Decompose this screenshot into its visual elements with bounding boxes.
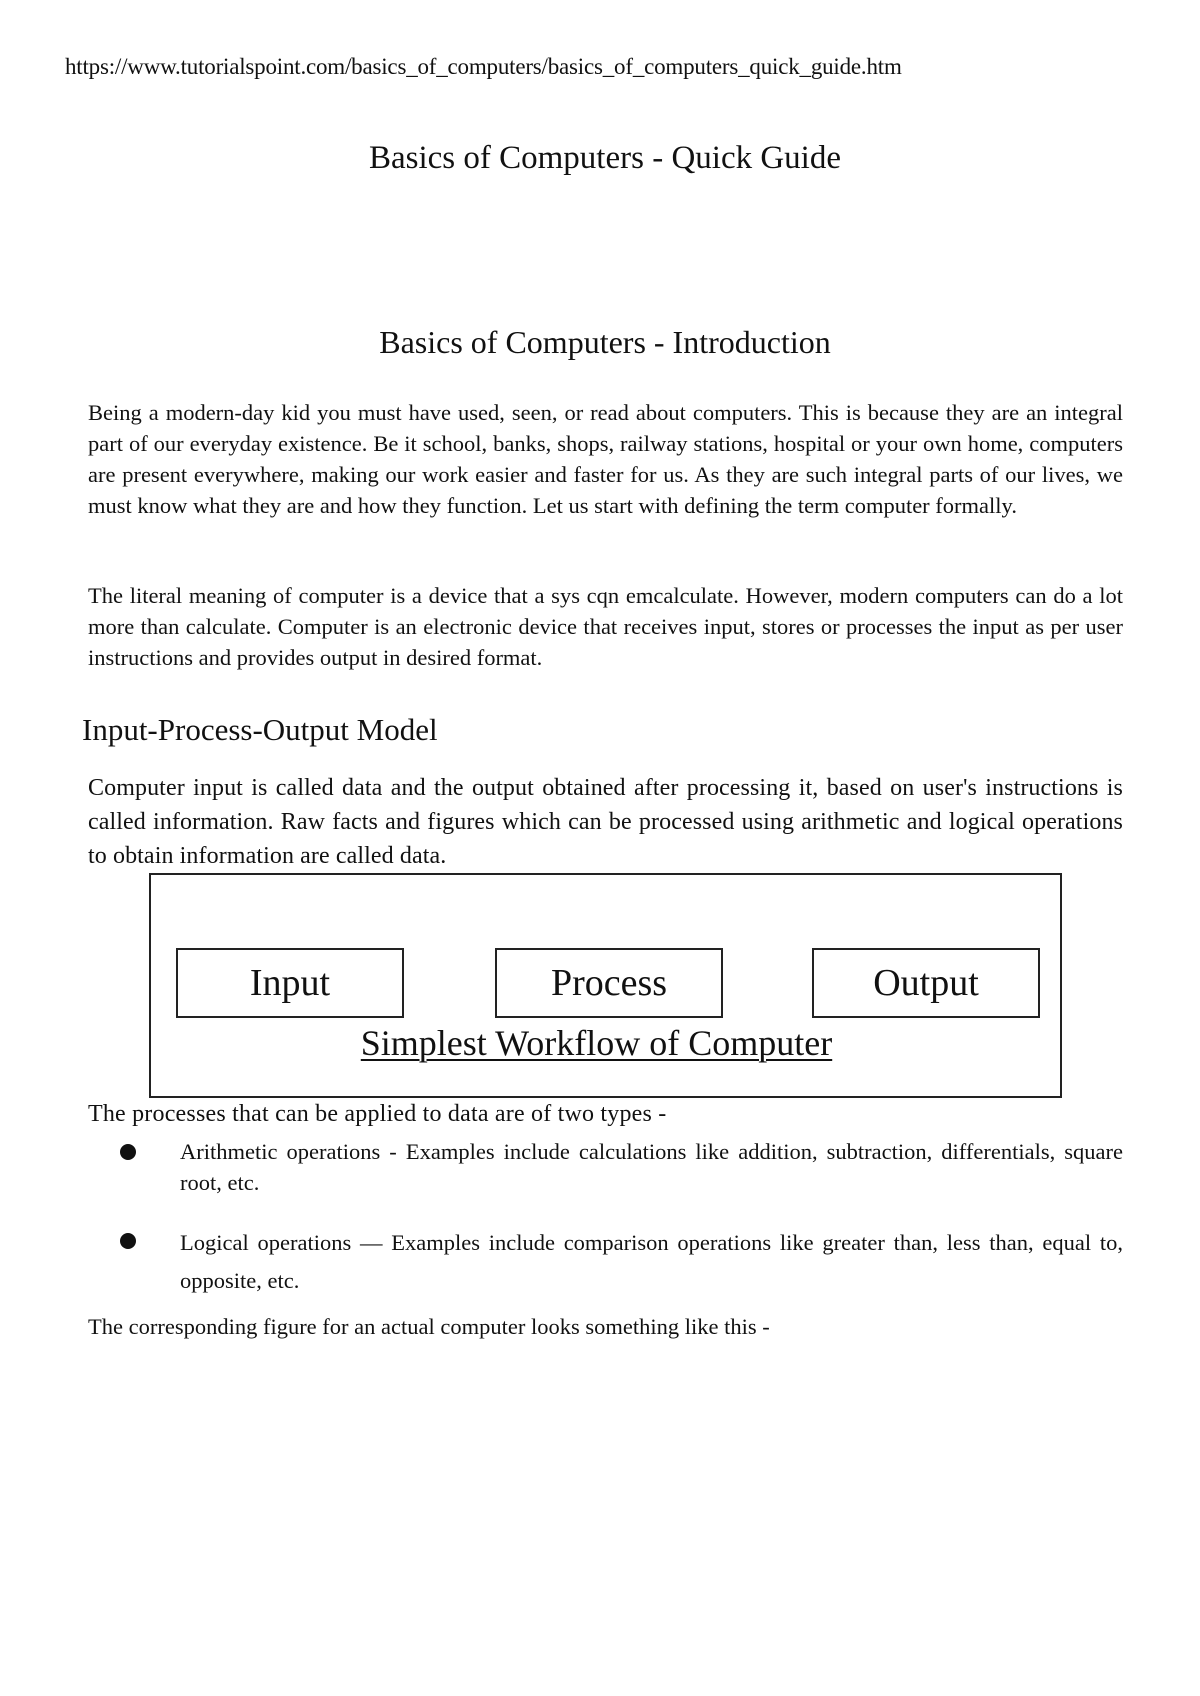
definition-paragraph: The literal meaning of computer is a device that a sys cqn emcalculate. However, modern computers can do a lot more than calculate. Computer is an electronic device that receives input, stores or processes the input as per user instructions and provides output in desired format. — [88, 583, 1123, 670]
bullet-icon — [120, 1144, 136, 1160]
diagram-box-process: Process — [495, 948, 723, 1018]
list-item-arithmetic: Arithmetic operations - Examples include calculations like addition, subtraction, differentials, square root, etc. — [180, 1139, 1123, 1195]
diagram-caption: Simplest Workflow of Computer — [360, 1023, 833, 1063]
intro-paragraph: Being a modern-day kid you must have used, seen, or read about computers. This is because they are an integral part of our everyday existence. Be it school, banks, shops, railway stations, hospital or your own home, computers are present everywhere, making our work easier and faster for us. As they are such integral parts of our lives, we must know what they are and how they function. Let us start with defining the term computer formally. — [88, 400, 1123, 518]
page-url: https://www.tutorialspoint.com/basics_of_computers/basics_of_computers_quick_guide.htm — [65, 54, 902, 79]
diagram-box-output: Output — [812, 948, 1040, 1018]
list-item-logical: Logical operations — Examples include comparison operations like greater than, less than, equal to, opposite, etc. — [180, 1230, 1123, 1293]
workflow-diagram — [149, 873, 1062, 1098]
page-title: Basics of Computers - Quick Guide — [368, 140, 841, 176]
bullet-icon — [120, 1233, 136, 1249]
section-heading-ipo-model: Input-Process-Output Model — [82, 712, 438, 747]
list-intro: The processes that can be applied to data are of two types - — [88, 1101, 667, 1127]
section-title-introduction: Basics of Computers - Introduction — [379, 324, 831, 360]
diagram-box-input: Input — [176, 948, 404, 1018]
closing-sentence: The corresponding figure for an actual computer looks something like this - — [88, 1314, 770, 1339]
ipo-paragraph: Computer input is called data and the output obtained after processing it, based on user's instructions is called information. Raw facts and figures which can be processed using arithmetic and logical operations to obtain information are called data. — [88, 775, 1123, 869]
